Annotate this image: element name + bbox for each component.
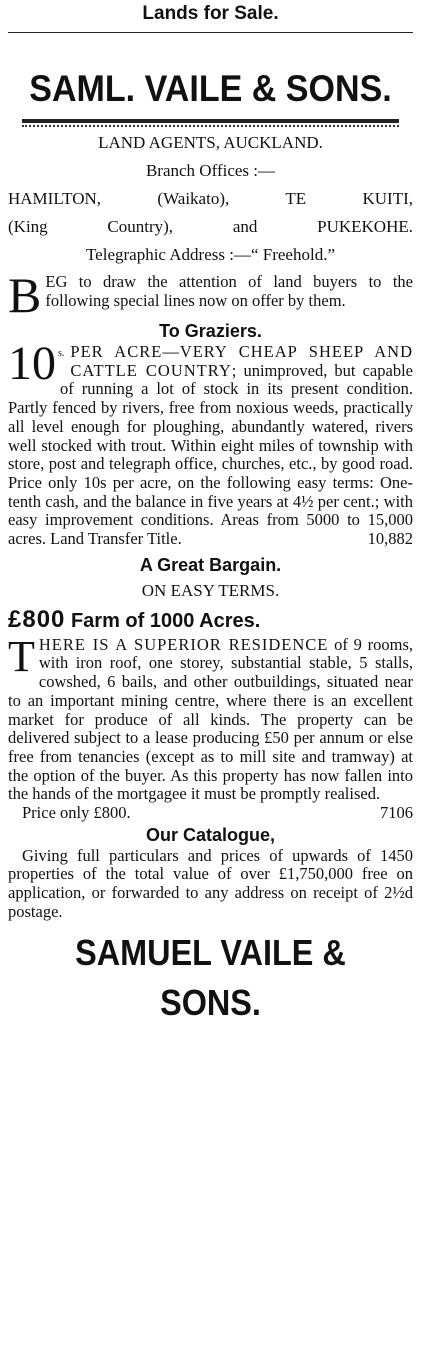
intro-dropcap: B [8,267,42,323]
branch-label: Branch Offices :— [145,161,276,180]
bargain-lead: HERE IS A SUPERIOR RESIDENCE [38,634,329,654]
graziers-heading: To Graziers. [159,321,262,341]
graziers-dropcap: 10 [8,337,56,390]
intro-paragraph [8,267,413,323]
top-rule [8,32,413,33]
graziers-paragraph [8,337,413,549]
graziers-lead: PER ACRE—VERY CHEAP SHEEP AND CATTLE COUNTRY [70,342,413,380]
footer-firm-line-2: SONS. [160,981,261,1023]
bargain-ref: 7106 [380,803,413,823]
bargain-paragraph [8,631,413,823]
footer-firm-line-1: SAMUEL VAILE & [75,931,346,973]
bargain-price-label: Farm of 1000 Acres. [70,609,261,632]
bargain-dropcap: T [8,631,35,681]
intro-text: EG to draw the attention of land buyers to the following special lines now on offer by them. [45,272,413,310]
bargain-heading: A Great Bargain. [139,554,282,575]
graziers-superscript: s. [58,348,65,359]
graziers-ref: 10,882 [367,529,413,549]
bargain-price-heading [8,605,413,636]
bargain-text: of 9 rooms, with iron roof, one storey, substantial stable, 5 stalls, cowshed, 6 bails, and other outbuildings, situated near to an important mining centre, where there is an excellent market for produce of all kinds. The property can be delivered subject to a lease producing £50 per annum or else free from tenancies (except as to mill site and tramway) at the option of the buyer. As this property has now fallen into the hands of the mortgagee it must be promptly realised. [8,634,413,804]
firm-name: SAML. VAILE & SONS. [29,68,392,109]
catalogue-heading: Our Catalogue, [145,824,275,845]
bargain-subheading: ON EASY TERMS. [141,580,280,600]
firm-dotted-rule [22,125,399,127]
agents-line: LAND AGENTS, AUCKLAND. [98,133,323,152]
catalogue-text: Giving full particulars and prices of upwards of 1450 properties of the total value of over £1,750,000 free on application, or forwarded to any address on receipt of 2½d postage. [8,845,413,921]
branch-line-1: HAMILTON, (Waikato), TE KUITI, [8,189,413,208]
bargain-price-line-row [22,804,413,823]
graziers-text: ; unimproved, but capable of running a lot of stock in its present condition. Partly fenced by rivers, free from noxious weeds, practically all level enough for ploughing, abundantly watered, rivers well stocked with trout. Within eight miles of township with store, post and telegraph office, churches, etc., by good road. Price only 10s per acre, on the following easy terms: One-tenth cash, and the balance in five years at 4½ per cent.; with easy improvement conditions. Areas from 5000 to 15,000 acres. Land Transfer Title. [8,360,413,549]
bargain-price: £800 [8,605,66,633]
telegraphic-address: Telegraphic Address :—“ Freehold.” [85,245,335,264]
section-heading: Lands for Sale. [142,3,279,24]
bargain-price-line: Price only £800. [22,803,131,823]
branch-line-2: (King Country), and PUKEKOHE. [8,217,413,236]
firm-underline [22,119,399,123]
